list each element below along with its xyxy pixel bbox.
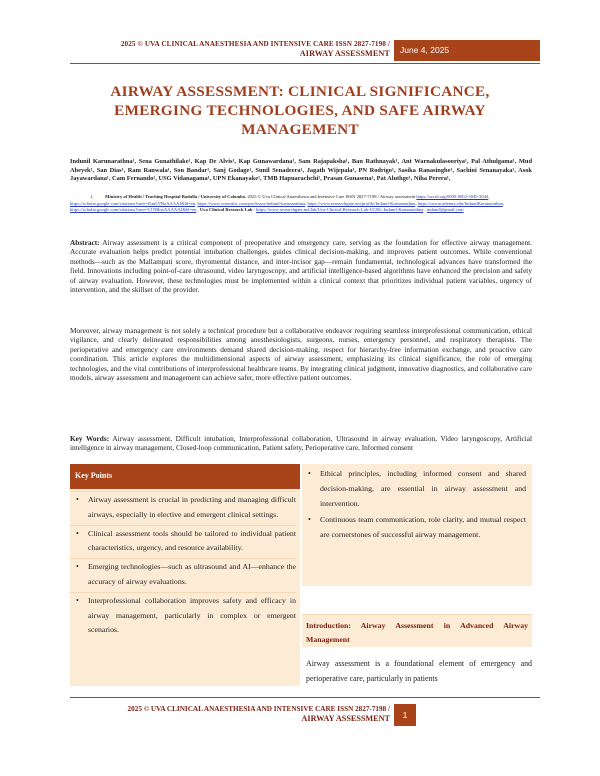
article-title: AIRWAY ASSESSMENT: CLINICAL SIGNIFICANCE, EMERGING TECHNOLOGIES, AND SAFE AIRWAY MANAGEMENT (110, 83, 490, 138)
introduction-heading: Introduction: Airway Assessment in Advanced Airway Management (302, 614, 532, 647)
key-points-heading: Key Points (70, 464, 300, 489)
affiliation-institution: Ministry of Health / Teaching Hospital Badulla / University of Colombo. (105, 194, 247, 199)
page-footer (70, 704, 540, 728)
journal-issn-line: 2025 © UVA CLINICAL ANAESTHESIA AND INTENSIVE CARE ISSN 2827-7198 / (120, 40, 390, 48)
key-points-list (70, 489, 300, 638)
key-point-item: • Emerging technologies—such as ultrasound and AI—enhance the accuracy of airway evaluations. (70, 558, 296, 590)
abstract-paragraph-1 (70, 238, 532, 294)
researchgate-profile-link[interactable]: https://www.researchgate.net/profile/Indunil-Karunarathna (307, 200, 416, 206)
footer-issn-line: 2025 © UVA CLINICAL ANAESTHESIA AND INTENSIVE CARE ISSN 2827-7198 / (127, 705, 390, 713)
abstract-paragraph-2: Moreover, airway management is not solely a technical procedure but a collaborative endeavor requiring seamless interprofessional communication, ethical vigilance, and clearly delineated responsibilities among anesthesiologists, surgeons, nurses, emergency personnel, and respiratory therapists. The perioperative and emergency care environments demand shared decision-making, respect for hierarchy-free information exchange, and proactive care coordination. This article explores the multidimensional aspects of airway assessment, emphasizing its clinical significance, the role of emerging technologies, and the vital contributions of interprofessional healthcare teams. By integrating clinical judgment, innovative diagnostics, and collaborative care models, airway assessment and management can achieve safer, more effective patient outcomes. (70, 326, 532, 383)
key-points-continued (302, 464, 532, 586)
header-divider (70, 63, 540, 64)
abstract-label: Abstract: (70, 238, 100, 247)
key-point-item: • Ethical principles, including informed consent and shared decision-making, are essential in airway assessment and intervention. (302, 467, 526, 511)
lab-label: Uva Clinical Research Lab (199, 207, 253, 212)
key-points-box (70, 464, 300, 686)
footer-divider (70, 697, 540, 698)
scholar-link-2[interactable]: https://scholar.google.com/citations?user=C1NBnxAAAAAJ&hl=en (70, 207, 197, 212)
key-point-item: • Airway assessment is crucial in predicting and managing difficult airways, especially in elective and emergent clinical settings. (70, 491, 296, 523)
keywords (70, 434, 532, 453)
scientific-profile-link[interactable]: https://www.scientific.com/professor/indunil-karunarathna (197, 200, 306, 206)
keywords-label: Key Words: (70, 434, 110, 443)
academia-link[interactable]: https://uva.academia.edu/IndunilKarunarathna (417, 200, 503, 206)
key-point-item: • Interprofessional collaboration improves safety and efficacy in airway management, particularly in complex or emergent scenarios. (70, 592, 296, 638)
author-list: Indunil Karunarathna¹, Sena Gunathilake¹, Kap De Alvis¹, Kap Gunawardana¹, Sam Rajapaksha¹, Ban Rathnayak¹, Ant Warnakulasooriya¹, Pal Athulgama¹, Mud Abeyek¹, San Dias¹, Ram Ranwala¹, Son Bandar¹, Sanj Godage¹, Sunil Senadeera¹, Jagath Wijepala¹, PN Rodrigo¹, Sasika Ranasinghe¹, Sachini Senanayaka¹, Asok Jayawardana¹, Cam Fernando¹, USG Vidanagama¹, UPN Ekanayake¹, TMB Hapuarachchi¹, Prasan Gunasena¹, Pat Aluthge¹, Niha Perera¹, (70, 158, 532, 183)
affiliation-number: 1. (90, 194, 94, 199)
journal-banner (70, 40, 390, 58)
introduction-text: Airway assessment is a foundational element of emergency and perioperative care, particularly in patients (306, 659, 532, 683)
keywords-text: Airway assessment, Difficult intubation, Interprofessional collaboration, Ultrasound in airway evaluation, Video laryngoscopy, Artificial intelligence in airway management, Closed-loop communication, Patient safety, Perioperative care, Informed consent (70, 434, 532, 453)
page-header (70, 40, 540, 62)
page-number: 1 (394, 704, 416, 726)
affiliation-copyright: 2025 © Uva Clinical Anaesthesia and Intensive Care ISSN 2827-7198 / Airway assessment (247, 194, 416, 199)
key-points-list-continued (302, 464, 532, 543)
abstract-text-1: Airway assessment is a critical component of preoperative and emergency care, serving as the foundation for effective airway management. Accurate evaluation helps predict potential intubation challenges, guides clinical decision-making, and improves patient outcomes. While conventional methods—such as the Mallampati score, thyromental distance, and inter-incisor gap—remain fundamental, technological advances have transformed the field. Innovations including point-of-care ultrasound, video laryngoscopy, and artificial intelligence-based algorithms have enhanced the precision and safety of airway evaluation. However, these technologies must be implemented within a clinical context that prioritizes individual patient variables, urgency of intervention, and the skillset of the provider. (70, 238, 533, 295)
footer-journal-banner (70, 704, 390, 724)
footer-section-line: AIRWAY ASSESSMENT (301, 714, 390, 723)
publication-date: June 4, 2025 (394, 40, 540, 61)
key-point-item: • Clinical assessment tools should be tailored to individual patient characteristics, urgency, and resource availability. (70, 525, 296, 557)
affiliation: 1. Ministry of Health / Teaching Hospital Badulla / University of Colombo. 2025 © Uva Clinical Anaesthesia and Intensive Care ISSN 2827-7198 / Airway assessment https://orcid.org/0000-0002-5049-3044, https://scholar.google.com/citations?user=ZimLVBzAAAAJ&hl=en, https://www.scientific.com/professor/indunil-karunarathna, https://www.researchgate.net/profile/Indunil-Karunarathna, https://uva.academia.edu/IndunilKarunarathna, https://scholar.google.com/citations?user=C1NBnxAAAAAJ&hl=en , Uva Clinical Research Lab : https://www.researchgate.net/lab/Uva-Clinical-Research-Lab-UCRL-Indunil-Karunarathna , indunil@gmail.com (70, 194, 504, 212)
scholar-link[interactable]: https://scholar.google.com/citations?user=ZimLVBzAAAAJ&hl=en (70, 200, 196, 206)
orcid-link[interactable]: https://orcid.org/0000-0002-5049-3044 (416, 194, 489, 199)
email-link[interactable]: indunil@gmail.com (426, 207, 464, 212)
lab-link[interactable]: https://www.researchgate.net/lab/Uva-Clinical-Research-Lab-UCRL-Indunil-Karunarathna (256, 207, 424, 212)
key-point-item: • Continuous team communication, role clarity, and mutual respect are cornerstones of successful airway management. (302, 513, 526, 543)
journal-section-line: AIRWAY ASSESSMENT (299, 49, 390, 58)
